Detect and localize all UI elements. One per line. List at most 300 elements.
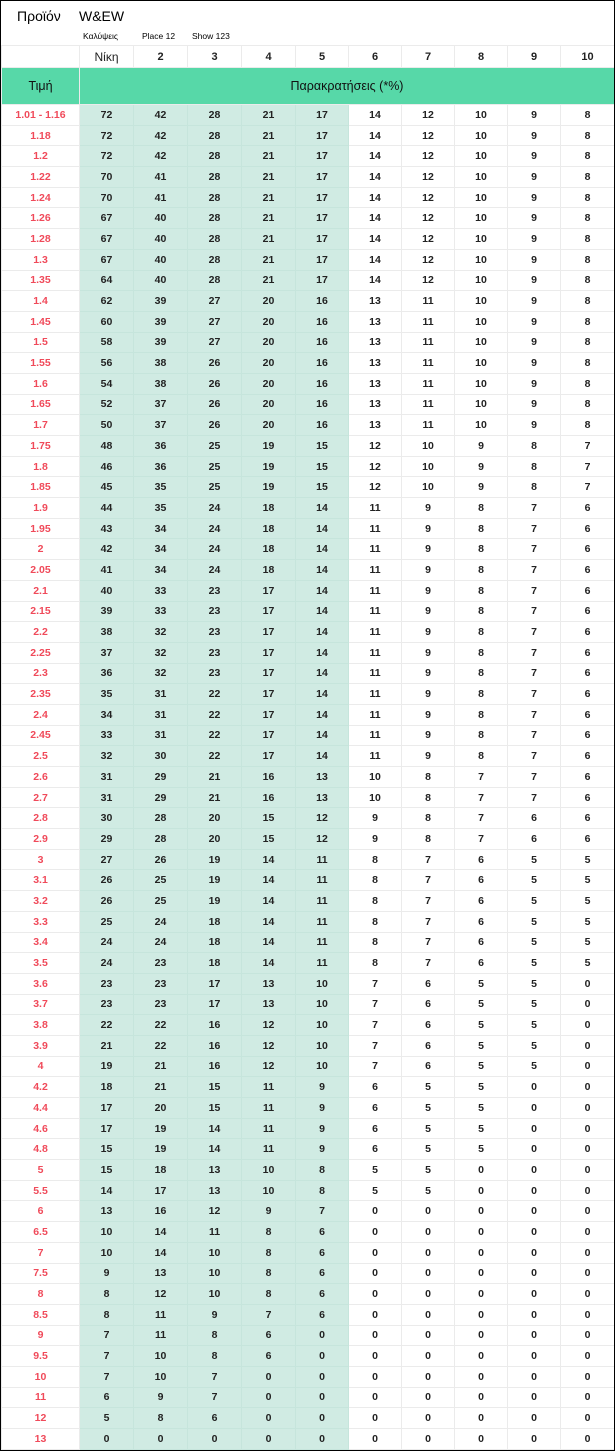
value-cell: 7 [455,767,508,788]
value-cell: 6 [80,1387,134,1408]
value-cell: 0 [349,1366,402,1387]
value-cell: 28 [188,270,242,291]
value-cell: 6 [561,518,615,539]
value-cell: 26 [188,415,242,436]
price-cell: 8.5 [2,1304,80,1325]
value-cell: 10 [455,415,508,436]
value-cell: 35 [134,477,188,498]
value-cell: 32 [134,663,188,684]
table-row [2,787,615,808]
value-cell: 9 [455,456,508,477]
table-row [2,704,615,725]
value-cell: 0 [561,1139,615,1160]
value-cell: 20 [188,829,242,850]
price-cell: 3.5 [2,953,80,974]
value-cell: 11 [134,1304,188,1325]
value-cell: 36 [134,456,188,477]
sublabel-kalypseis: Καλύψεις [83,31,119,41]
value-cell: 0 [188,1429,242,1450]
value-cell: 21 [134,1077,188,1098]
table-row [2,1201,615,1222]
value-cell: 13 [349,332,402,353]
value-cell: 23 [80,973,134,994]
value-cell: 0 [455,1346,508,1367]
product-value: W&EW [79,8,125,24]
value-cell: 26 [80,870,134,891]
value-cell: 9 [508,415,561,436]
value-cell: 9 [508,249,561,270]
value-cell: 12 [402,146,455,167]
value-cell: 17 [296,270,349,291]
table-row [2,767,615,788]
value-cell: 34 [134,539,188,560]
value-cell: 13 [349,311,402,332]
value-cell: 5 [561,911,615,932]
table-row [2,725,615,746]
value-cell: 14 [134,1242,188,1263]
value-cell: 0 [561,1015,615,1036]
value-cell: 40 [80,580,134,601]
value-cell: 15 [80,1139,134,1160]
value-cell: 17 [242,704,296,725]
value-cell: 0 [561,1180,615,1201]
value-cell: 33 [134,580,188,601]
value-cell: 22 [134,1035,188,1056]
value-cell: 15 [188,1077,242,1098]
value-cell: 0 [349,1284,402,1305]
value-cell: 5 [561,932,615,953]
value-cell: 9 [455,436,508,457]
value-cell: 38 [134,353,188,374]
value-cell: 14 [80,1180,134,1201]
value-cell: 25 [188,436,242,457]
value-cell: 0 [508,1408,561,1429]
value-cell: 5 [508,891,561,912]
value-cell: 14 [134,1222,188,1243]
value-cell: 40 [134,208,188,229]
value-cell: 8 [242,1222,296,1243]
column-header: 7 [402,46,455,68]
value-cell: 7 [508,787,561,808]
value-cell: 8 [349,870,402,891]
value-cell: 10 [296,994,349,1015]
value-cell: 9 [508,125,561,146]
value-cell: 19 [80,1056,134,1077]
value-cell: 21 [188,787,242,808]
value-cell: 11 [242,1118,296,1139]
value-cell: 17 [242,663,296,684]
value-cell: 5 [402,1160,455,1181]
value-cell: 38 [134,373,188,394]
table-row [2,1098,615,1119]
value-cell: 21 [188,767,242,788]
price-cell: 2.15 [2,601,80,622]
value-cell: 5 [561,953,615,974]
value-cell: 31 [80,787,134,808]
value-cell: 9 [402,518,455,539]
value-cell: 8 [561,291,615,312]
value-cell: 6 [561,622,615,643]
value-cell: 10 [455,291,508,312]
value-cell: 7 [508,642,561,663]
value-cell: 17 [242,684,296,705]
value-cell: 11 [349,704,402,725]
value-cell: 13 [242,994,296,1015]
value-cell: 20 [242,332,296,353]
value-cell: 31 [134,725,188,746]
value-cell: 16 [134,1201,188,1222]
value-cell: 9 [349,808,402,829]
value-cell: 9 [455,477,508,498]
value-cell: 7 [508,580,561,601]
column-header: 5 [296,46,349,68]
value-cell: 18 [188,953,242,974]
table-row [2,746,615,767]
value-cell: 23 [188,642,242,663]
value-cell: 18 [242,518,296,539]
value-cell: 0 [349,1242,402,1263]
value-cell: 7 [402,911,455,932]
value-cell: 10 [296,973,349,994]
value-cell: 14 [296,539,349,560]
value-cell: 21 [242,229,296,250]
value-cell: 22 [80,1015,134,1036]
value-cell: 24 [188,518,242,539]
value-cell: 13 [349,394,402,415]
value-cell: 0 [508,1222,561,1243]
value-cell: 21 [242,208,296,229]
value-cell: 14 [349,167,402,188]
value-cell: 14 [242,932,296,953]
value-cell: 8 [188,1346,242,1367]
value-cell: 23 [188,601,242,622]
value-cell: 0 [402,1408,455,1429]
value-cell: 8 [561,249,615,270]
price-cell: 6 [2,1201,80,1222]
value-cell: 34 [80,704,134,725]
value-cell: 0 [402,1201,455,1222]
value-cell: 40 [134,270,188,291]
value-cell: 14 [296,642,349,663]
value-cell: 0 [80,1429,134,1450]
value-cell: 16 [188,1015,242,1036]
value-cell: 20 [242,415,296,436]
price-cell: 1.26 [2,208,80,229]
price-cell: 2.5 [2,746,80,767]
table-row [2,456,615,477]
value-cell: 0 [561,1284,615,1305]
value-cell: 11 [402,373,455,394]
table-row [2,270,615,291]
value-cell: 16 [296,394,349,415]
value-cell: 16 [296,415,349,436]
value-cell: 11 [296,870,349,891]
value-cell: 7 [349,1056,402,1077]
value-cell: 7 [402,870,455,891]
value-cell: 23 [188,580,242,601]
value-cell: 14 [296,704,349,725]
value-cell: 6 [402,1035,455,1056]
value-cell: 29 [134,787,188,808]
value-cell: 10 [455,394,508,415]
value-cell: 9 [508,187,561,208]
value-cell: 11 [349,663,402,684]
table-row [2,1015,615,1036]
value-cell: 11 [349,580,402,601]
table-row [2,1118,615,1139]
value-cell: 33 [134,601,188,622]
value-cell: 5 [508,870,561,891]
value-cell: 17 [188,973,242,994]
value-cell: 0 [508,1346,561,1367]
value-cell: 0 [296,1429,349,1450]
price-cell: 1.24 [2,187,80,208]
value-cell: 24 [188,539,242,560]
value-cell: 11 [242,1077,296,1098]
value-cell: 9 [296,1139,349,1160]
value-cell: 19 [188,849,242,870]
value-cell: 18 [242,539,296,560]
value-cell: 9 [508,208,561,229]
value-cell: 0 [455,1160,508,1181]
value-cell: 9 [402,580,455,601]
price-cell: 7 [2,1242,80,1263]
value-cell: 5 [455,1056,508,1077]
value-cell: 10 [455,311,508,332]
price-cell: 1.5 [2,332,80,353]
value-cell: 14 [349,270,402,291]
value-cell: 15 [242,829,296,850]
value-cell: 0 [561,1160,615,1181]
value-cell: 5 [80,1408,134,1429]
price-header: Τιμή [2,68,80,105]
value-cell: 39 [134,311,188,332]
value-cell: 0 [561,994,615,1015]
value-cell: 41 [134,187,188,208]
value-cell: 6 [402,1015,455,1036]
value-cell: 0 [349,1263,402,1284]
value-cell: 14 [296,622,349,643]
value-cell: 5 [455,1118,508,1139]
value-cell: 72 [80,125,134,146]
table-row [2,1346,615,1367]
value-cell: 25 [80,911,134,932]
value-cell: 0 [455,1284,508,1305]
value-cell: 8 [561,332,615,353]
value-cell: 48 [80,436,134,457]
value-cell: 10 [242,1160,296,1181]
value-cell: 6 [561,746,615,767]
value-cell: 37 [134,394,188,415]
value-cell: 0 [242,1387,296,1408]
value-cell: 12 [402,167,455,188]
value-cell: 8 [349,911,402,932]
table-row [2,229,615,250]
value-cell: 10 [349,787,402,808]
price-cell: 7.5 [2,1263,80,1284]
table-row [2,332,615,353]
value-cell: 8 [561,373,615,394]
value-cell: 8 [296,1160,349,1181]
table-row [2,1325,615,1346]
price-cell: 1.85 [2,477,80,498]
value-cell: 21 [242,146,296,167]
value-cell: 8 [561,353,615,374]
value-cell: 0 [455,1408,508,1429]
value-cell: 6 [561,539,615,560]
value-cell: 5 [455,1015,508,1036]
value-cell: 0 [296,1325,349,1346]
table-row [2,353,615,374]
value-cell: 12 [402,125,455,146]
value-cell: 16 [242,767,296,788]
table-row [2,601,615,622]
value-cell: 16 [296,353,349,374]
value-cell: 6 [455,870,508,891]
value-cell: 9 [508,146,561,167]
price-cell: 3.7 [2,994,80,1015]
value-cell: 8 [508,436,561,457]
value-cell: 0 [402,1222,455,1243]
value-cell: 17 [242,746,296,767]
value-cell: 14 [242,911,296,932]
value-cell: 13 [134,1263,188,1284]
value-cell: 0 [561,1387,615,1408]
value-cell: 0 [508,1387,561,1408]
value-cell: 14 [188,1118,242,1139]
value-cell: 6 [242,1346,296,1367]
table-row [2,684,615,705]
value-cell: 8 [349,891,402,912]
column-header-row [2,46,615,68]
value-cell: 6 [561,829,615,850]
value-cell: 11 [349,684,402,705]
value-cell: 8 [561,208,615,229]
value-cell: 20 [134,1098,188,1119]
value-cell: 9 [508,373,561,394]
value-cell: 8 [455,518,508,539]
value-cell: 0 [561,1325,615,1346]
value-cell: 14 [242,953,296,974]
value-cell: 8 [455,704,508,725]
value-cell: 62 [80,291,134,312]
value-cell: 19 [134,1118,188,1139]
price-cell: 3.4 [2,932,80,953]
value-cell: 6 [242,1325,296,1346]
sublabels-row [1,29,614,45]
value-cell: 11 [134,1325,188,1346]
price-cell: 3.1 [2,870,80,891]
table-row [2,1180,615,1201]
value-cell: 14 [349,187,402,208]
value-cell: 8 [455,684,508,705]
table-row [2,953,615,974]
price-cell: 2.9 [2,829,80,850]
value-cell: 6 [561,580,615,601]
value-cell: 9 [508,353,561,374]
value-cell: 15 [80,1160,134,1181]
value-cell: 13 [349,353,402,374]
value-cell: 27 [188,311,242,332]
value-cell: 7 [349,973,402,994]
value-cell: 0 [455,1222,508,1243]
value-cell: 0 [402,1263,455,1284]
value-cell: 0 [561,1408,615,1429]
value-cell: 33 [80,725,134,746]
table-row [2,105,615,126]
table-row [2,518,615,539]
value-cell: 38 [80,622,134,643]
value-cell: 26 [188,394,242,415]
price-cell: 9.5 [2,1346,80,1367]
value-cell: 23 [134,973,188,994]
value-cell: 14 [296,684,349,705]
price-cell: 1.18 [2,125,80,146]
value-cell: 0 [296,1366,349,1387]
price-cell: 4.2 [2,1077,80,1098]
value-cell: 10 [455,167,508,188]
value-cell: 25 [134,870,188,891]
value-cell: 17 [296,249,349,270]
value-cell: 6 [402,1056,455,1077]
value-cell: 11 [402,332,455,353]
value-cell: 0 [455,1366,508,1387]
table-row [2,373,615,394]
value-cell: 6 [561,601,615,622]
value-cell: 24 [188,498,242,519]
price-cell: 3.9 [2,1035,80,1056]
value-cell: 14 [349,146,402,167]
value-cell: 11 [402,291,455,312]
value-cell: 70 [80,167,134,188]
value-cell: 5 [455,1139,508,1160]
value-cell: 26 [188,353,242,374]
price-cell: 1.45 [2,311,80,332]
value-cell: 9 [508,394,561,415]
value-cell: 0 [349,1387,402,1408]
value-cell: 14 [242,870,296,891]
value-cell: 0 [508,1160,561,1181]
value-cell: 8 [455,725,508,746]
value-cell: 11 [296,911,349,932]
value-cell: 54 [80,373,134,394]
table-row [2,1284,615,1305]
value-cell: 12 [402,187,455,208]
value-cell: 18 [188,911,242,932]
value-cell: 8 [508,456,561,477]
value-cell: 8 [561,167,615,188]
value-cell: 11 [349,642,402,663]
value-cell: 26 [188,373,242,394]
table-row [2,436,615,457]
value-cell: 0 [242,1366,296,1387]
table-row [2,125,615,146]
value-cell: 6 [296,1304,349,1325]
value-cell: 9 [402,642,455,663]
value-cell: 60 [80,311,134,332]
value-cell: 42 [80,539,134,560]
price-cell: 2.05 [2,560,80,581]
price-cell: 1.2 [2,146,80,167]
price-cell: 5 [2,1160,80,1181]
value-cell: 14 [296,746,349,767]
value-cell: 6 [349,1098,402,1119]
value-cell: 8 [349,932,402,953]
value-cell: 14 [349,105,402,126]
price-cell: 3.8 [2,1015,80,1036]
value-cell: 21 [242,105,296,126]
value-cell: 10 [134,1366,188,1387]
